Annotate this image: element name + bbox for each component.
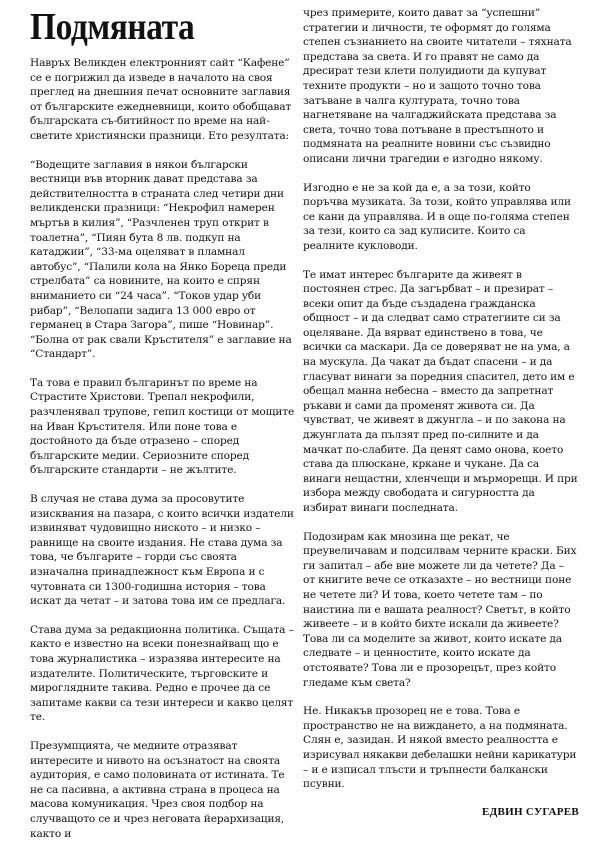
paragraph: Изгодно е не за кой да е, а за този, който поръчва музиката. За този, който управлява или се кани да управлява. И в още по-голяма степен за тези, които са зад кулисите. Които са реалните кукловоди. [303,181,571,252]
paragraph: Та това е правил българинът по време на Страстите Христови. Трепал некрофили, разчленявал трупове, гепил костици от мощите на Иван Кръстителя. Или поне това е достойното да бъде отразено – според българските медии. Сериозните според българските стандарти – не жълтите. [30,376,295,477]
left-column [30,6,296,855]
paragraph: Не. Никакъв прозорец не е това. Това е пространство не на виждането, а на подмяната. Слян е, зазидан. И някой вместо реалността е изрисувал някакви дебелашки нейни карикатури – и е изписал тлъсти и тръпнести балкански псувни. [303,705,577,791]
paragraph: Подозирам как мнозина ще рекат, че преувеличавам и подсилвам черните краски. Бих ги запитал – абе вие можете ли да четете? Да – от книгите вече се отказахте – но вестници поне не четете ли? И това, което четете там – по наистина ли е вашата реалност? Светът, в който живеете – и в който бихте искали да живеете? Това ли са моделите за живот, които искате да следвате – и ценностите, които искате да отстоявате? Това ли е прозорецът, през който гледаме към света? [303,530,577,689]
paragraph: В случая не става дума за просовутите изисквания на пазара, с които всички издатели извиняват чудовищно ниското – и низко – равнище на своите издания. Не става дума за това, че българите – горди със своята изначална принадлежност към Европа и с чутовната си 1300-годишна история – това искат да четат – и затова това им се предлага. [30,493,294,608]
paragraph: Презумпцията, че медиите отразяват интересите и нивото на осъзнатост на своята аудитория, е само половината от истината. Те не са пасивна, а активна страна в процеса на масова комуникация. Чрез своя подбор на случващото се и чрез неговата йерархизация, както и [30,739,285,840]
author-signature: ЕДВИН СУГАРЕВ [481,805,579,818]
article-title: Подмяната [30,6,195,48]
paragraph: Става дума за редакционна политика. Същата – както е известно на всеки понезнайващ що е това журналистика – изразява интересите на издателите. Политическите, търговските и мироглядните такива. Редно е прочее да се запитаме какви са тези интереси и какво целят те. [30,623,294,724]
right-column [303,6,579,818]
paragraph: Те имат интерес българите да живеят в постоянен стрес. Да загърбват – и презират – всеки опит да бъде създадена гражданска общност – и да следват само стратегиите си за оцеляване. Да вярват единствено в това, че всички са маскари. Да се доверяват не на ума, а на мускула. Да чакат да бъдат спасени – и да гласуват винаги за поредния спасител, дето им е обещал манна небесна – вместо да запретнат ръкави и сами да променят живота си. Да чувстват, че живеят в джунгла – и по закона на джунглата да пълзят пред по-силните и да мачкат по-слабите. Да ценят само онова, което става да плюскане, кркане и чукане. Да са винаги нещастни, хленчещи и мърморещи. И при избора между свободата и сигурността да избират винаги последната. [303,268,578,514]
paragraph: Навръх Великден електронният сайт “Кафене” се е погрижил да изведе в началото на своя преглед на днешния печат основните заглавия от българските ежедневници, които обобщават българската съ-битийност по време на най-светите християнски празници. Ето резултата: [30,57,292,142]
paragraph: “Водещите заглавия в някои български вестници във вторник дават представа за действителността в страната след четири дни великденски празници: “Некрофил намерен мъртъв в килия”, “Разчленен труп открит в тоалетна”, “Пиян бута 8 лв. подкуп на катаджии”, “33-ма оцеляват в пламнал автобус”, “Палили кола на Янко Бореца преди стрелбата” са новините, на които е спрян вниманието си “24 часа”. “Токов удар уби рибар”, “Велопапи задига 13 000 евро от германец в Стара Загора”, пише “Новинар”. “Болна от рак свали Кръстителя” е заглавие на “Стандарт”. [30,158,292,361]
paragraph: чрез примерите, които дават за “успешни” стратегии и личности, те оформят до голяма степен съзнанието на своите читатели – тяхната представа за света. И го правят не само да дресират тези клети полуидиоти да купуват техните продукти – но и защото точно това затъване в чалга културата, точно това нагнетяване на чалгаджийската представа за света, точно това потъване в престъпното и подмяната на реалните новини със съзвидно описани лични трагедии е изгодно някому. [303,7,572,165]
